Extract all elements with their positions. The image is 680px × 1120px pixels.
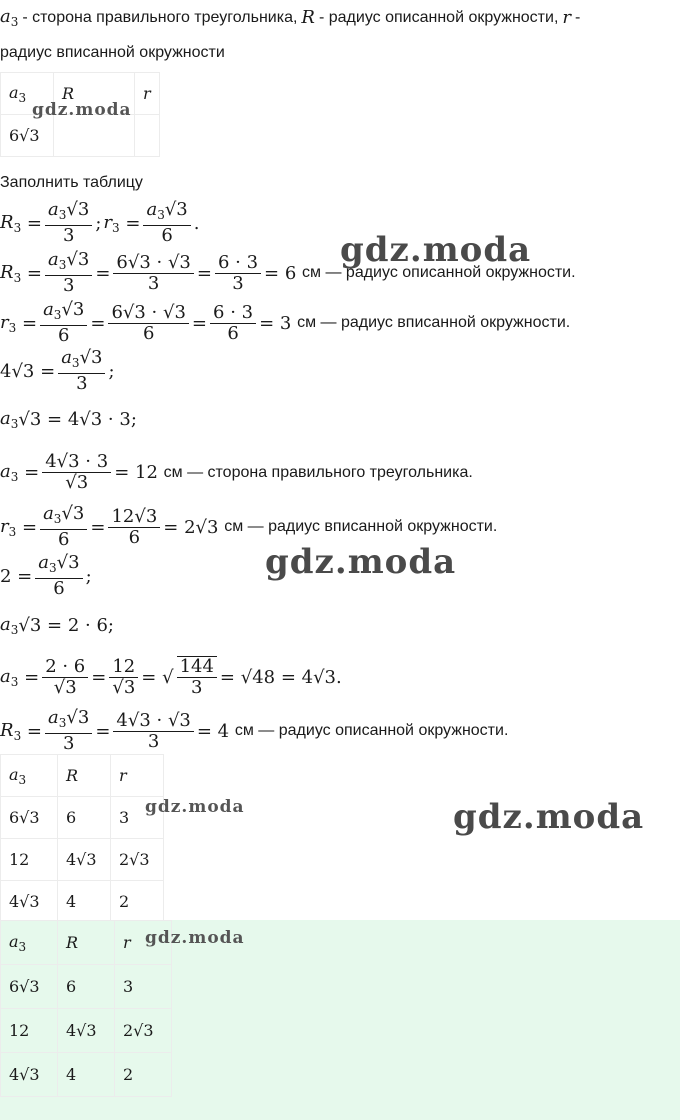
table-cell: 6 [58, 965, 115, 1009]
formula-eq-1: 4√3 = $\frac{a_3√3}{3}$ ; [0, 347, 115, 394]
table-row [1, 797, 164, 839]
intro-dash: - [575, 8, 581, 26]
intro-line-2: радиус вписанной окружности [0, 44, 225, 61]
r-circ-text-2: см — радиус описанной окружности. [234, 722, 509, 739]
r-insc-text: см — радиус вписанной окружности. [297, 314, 571, 331]
side-text: см — сторона правильного треугольника. [163, 463, 473, 481]
table-cell: 4√3 [1, 881, 58, 923]
formula-eq-3: 2 = $\frac{a_3√3}{6}$ ; [0, 552, 92, 599]
math-R: R [301, 7, 315, 28]
watermark: gdz.moda [145, 928, 245, 948]
table-cell [54, 115, 135, 157]
fill-table-label: Заполнить таблицу [0, 174, 143, 191]
table-row [1, 965, 172, 1009]
table-header-R: R [58, 755, 111, 797]
table-header-R: R [54, 73, 135, 115]
table-header-r: r [135, 73, 160, 115]
intro-text-1: - сторона правильного треугольника, [22, 8, 298, 26]
r-insc-text-2: см — радиус вписанной окружности. [224, 518, 498, 535]
table-cell: 2 [111, 881, 164, 923]
formula-general: $R_3$ = $\frac{a_3√3}{3}$ ; $r_3$ = $\frac{a_3√3}{6}$ . [0, 199, 200, 246]
table-row [1, 755, 164, 797]
table-cell: 4√3 [58, 1009, 115, 1053]
table-header-a3: $a_3$ [1, 921, 58, 965]
table-header-r: r [111, 755, 164, 797]
table-cell: 3 [115, 965, 172, 1009]
formula-R-calc-2: $R_3$ = $\frac{a_3√3}{3}$ = $\frac{4√3 \cdot √3}{3}$ = 4 см — радиус описанной окружности. [0, 707, 509, 754]
watermark: gdz.moda [265, 542, 457, 582]
table-header-a3: $a_3$ [1, 73, 54, 115]
table-cell: 2√3 [111, 839, 164, 881]
table-row [1, 115, 160, 157]
table-row [1, 839, 164, 881]
table-cell [135, 115, 160, 157]
formula-a3-calc-2: $a_3$ = $\frac{2 \cdot 6}{√3}$ = $\frac{12}{√3}$ = √ $\frac{144}{3}$ = √48 = 4√3. [0, 655, 342, 698]
watermark: gdz.moda [32, 100, 132, 120]
table-cell: 6√3 [1, 965, 58, 1009]
table-cell: 4 [58, 1053, 115, 1097]
formula-eq-2: $a_3$ √3 = 4√3 · 3; [0, 408, 137, 431]
formula-r-calc-2: $r_3$ = $\frac{a_3√3}{6}$ = $\frac{12√3}{6}$ = 2√3 см — радиус вписанной окружности. [0, 503, 498, 550]
table-cell: 2 [115, 1053, 172, 1097]
table-cell: 6√3 [1, 797, 58, 839]
table-header-R: R [58, 921, 115, 965]
table-header-r: r [115, 921, 172, 965]
results-table [0, 754, 164, 923]
math-r: r [562, 7, 571, 28]
formula-R-calc: $R_3$ = $\frac{a_3√3}{3}$ = $\frac{6√3 \cdot √3}{3}$ = $\frac{6 \cdot 3}{3}$ = 6 см — радиус описанной окружности. [0, 249, 576, 296]
intro-text-2: - радиус описанной окружности, [318, 8, 559, 26]
watermark: gdz.moda [145, 797, 245, 817]
table-cell: 4 [58, 881, 111, 923]
r-circ-text: см — радиус описанной окружности. [302, 264, 576, 281]
formula-r-calc: $r_3$ = $\frac{a_3√3}{6}$ = $\frac{6√3 \cdot √3}{6}$ = $\frac{6 \cdot 3}{6}$ = 3 см — радиус вписанной окружности. [0, 299, 571, 346]
table-cell: 12 [1, 1009, 58, 1053]
table-cell: 2√3 [115, 1009, 172, 1053]
table-cell: 6 [58, 797, 111, 839]
formula-side-calc: $a_3$ = $\frac{4√3 \cdot 3}{√3}$ = 12 см — сторона правильного треугольника. [0, 451, 473, 493]
table-cell: 12 [1, 839, 58, 881]
watermark: gdz.moda [453, 797, 645, 837]
table-cell: 4√3 [1, 1053, 58, 1097]
formula-eq-4: $a_3$ √3 = 2 · 6; [0, 614, 114, 637]
table-cell: 6√3 [1, 115, 54, 157]
table-cell: 4√3 [58, 839, 111, 881]
table-header-a3: $a_3$ [1, 755, 58, 797]
math-a3: $a_3$ [0, 6, 19, 29]
table-row [1, 881, 164, 923]
watermark: gdz.moda [340, 230, 532, 270]
table-cell: 3 [111, 797, 164, 839]
intro-line-1 [0, 6, 580, 29]
table-row [1, 1009, 172, 1053]
table-row [1, 1053, 172, 1097]
